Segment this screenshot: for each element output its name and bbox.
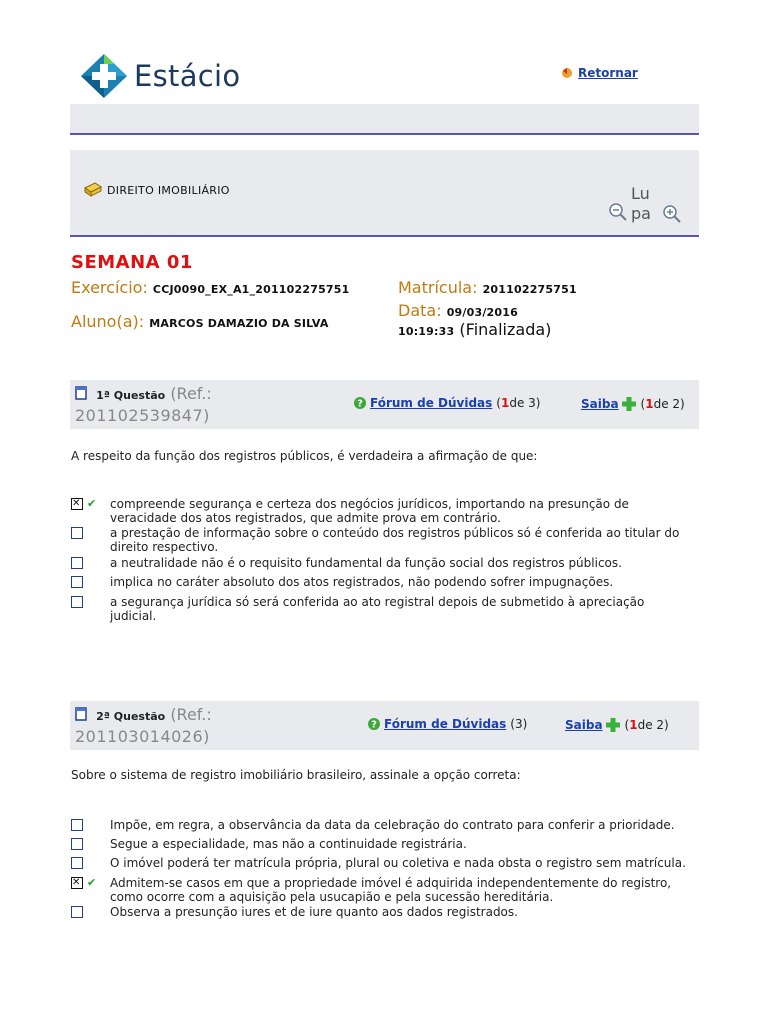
question-1-saiba-link[interactable]: Saiba — [581, 397, 619, 411]
checkbox-checked[interactable] — [71, 498, 83, 510]
question-1-option-5[interactable] — [71, 595, 691, 623]
checkbox[interactable] — [71, 527, 83, 539]
checkbox[interactable] — [71, 819, 83, 831]
svg-text:?: ? — [371, 719, 377, 731]
question-1-text: A respeito da função dos registros públicos, é verdadeira a afirmação de que: — [71, 449, 538, 463]
hora-value: 10:19:33 — [398, 325, 455, 338]
question-1-forum-link[interactable]: Fórum de Dúvidas — [370, 396, 493, 410]
question-1-forum-rest: de 3) — [509, 396, 541, 410]
data-label: Data: — [398, 301, 442, 320]
question-1-forum-open: ( — [496, 396, 501, 410]
checkbox[interactable] — [71, 906, 83, 918]
question-1-option-3[interactable] — [71, 556, 691, 570]
option-text: Observa a presunção iures et de iure quanto aos dados registrados. — [110, 905, 518, 919]
help-icon — [353, 396, 367, 410]
question-2-text: Sobre o sistema de registro imobiliário brasileiro, assinale a opção correta: — [71, 768, 521, 782]
option-text: a neutralidade não é o requisito fundamental da função social dos registros públicos. — [110, 556, 622, 570]
question-1-header — [70, 380, 699, 429]
question-1-forum[interactable] — [353, 396, 540, 410]
question-2-ref-value: 201103014026) — [75, 727, 210, 746]
question-1-title — [75, 384, 212, 426]
data-value: 09/03/2016 — [446, 306, 518, 319]
checkbox[interactable] — [71, 857, 83, 869]
hora-row — [398, 320, 551, 339]
question-1-option-2[interactable] — [71, 526, 691, 554]
exercicio-row — [71, 278, 349, 297]
checkbox[interactable] — [71, 576, 83, 588]
course-name: DIREITO IMOBILIÁRIO — [107, 183, 230, 197]
question-1-ref-value: 201102539847) — [75, 406, 210, 425]
exercicio-label: Exercício: — [71, 278, 148, 297]
question-1-saiba-rest: de 2) — [653, 397, 685, 411]
question-1-saiba-open: ( — [640, 397, 646, 411]
help-icon — [367, 717, 381, 731]
question-2-ref-label: (Ref.: — [170, 705, 212, 724]
question-2-saiba-open: ( — [624, 718, 630, 732]
estacio-logo — [79, 52, 240, 100]
aluno-row — [71, 312, 329, 331]
question-2-forum-count: (3) — [510, 717, 528, 731]
option-text: Segue a especialidade, mas não a continuidade registrária. — [110, 837, 467, 851]
question-2-header — [70, 701, 699, 750]
status-text: (Finalizada) — [459, 320, 552, 339]
question-2-saiba[interactable] — [565, 717, 669, 733]
lupa-label-2: pa — [631, 204, 651, 223]
lupa-zoom — [608, 184, 688, 228]
plus-icon[interactable] — [605, 717, 621, 733]
check-icon: ✔ — [87, 497, 97, 510]
checkbox-checked[interactable] — [71, 877, 83, 889]
course-title — [83, 182, 230, 198]
exercicio-value: CCJ0090_EX_A1_201102275751 — [152, 283, 350, 296]
question-2-option-4[interactable] — [71, 876, 691, 904]
question-1-option-4[interactable] — [71, 575, 691, 589]
check-icon: ✔ — [87, 876, 97, 889]
semana-title: SEMANA 01 — [71, 252, 193, 273]
matricula-row — [398, 278, 577, 297]
question-2-number: 2ª Questão — [96, 710, 166, 723]
document-icon — [75, 707, 87, 721]
question-1-saiba-count: 1 — [645, 397, 654, 411]
matricula-value: 201102275751 — [482, 283, 577, 296]
question-1-number: 1ª Questão — [96, 389, 166, 402]
document-icon — [75, 386, 87, 400]
option-text: Admitem-se casos em que a propriedade imóvel é adquirida independentemente do registro, como ocorre com a aquisição pela usucapião e pela sucessão hereditária. — [110, 876, 672, 904]
question-2-forum[interactable] — [367, 717, 527, 731]
question-2-option-5[interactable] — [71, 905, 691, 919]
checkbox[interactable] — [71, 838, 83, 850]
question-2-option-3[interactable] — [71, 856, 691, 870]
question-1-forum-count: 1 — [500, 396, 510, 410]
zoom-in-icon[interactable] — [662, 204, 682, 224]
retornar-link[interactable]: Retornar — [578, 66, 638, 80]
question-2-title — [75, 705, 212, 747]
checkbox[interactable] — [71, 596, 83, 608]
plus-icon[interactable] — [621, 396, 637, 412]
option-text: compreende segurança e certeza dos negócios jurídicos, importando na presunção de veracidade dos atos registrados, que admite prova em contrário. — [110, 497, 629, 525]
question-1-ref-label: (Ref.: — [170, 384, 212, 403]
question-2-option-1[interactable] — [71, 818, 691, 832]
estacio-logo-icon — [79, 52, 129, 100]
option-text: a segurança jurídica só será conferida ao ato registral depois de submetido à apreciação judicial. — [110, 595, 645, 623]
option-text: O imóvel poderá ter matrícula própria, plural ou coletiva e nada obsta o registro sem matrícula. — [110, 856, 686, 870]
top-bar — [70, 104, 699, 135]
book-icon — [83, 182, 103, 198]
aluno-label: Aluno(a): — [71, 312, 145, 331]
data-row — [398, 301, 518, 320]
question-1-option-1[interactable] — [71, 497, 691, 525]
brand-name: Estácio — [134, 59, 241, 93]
lupa-label-1: Lu — [631, 184, 650, 203]
aluno-value: MARCOS DAMAZIO DA SILVA — [149, 317, 329, 330]
retornar-link-wrap[interactable] — [560, 66, 638, 80]
question-2-saiba-link[interactable]: Saiba — [565, 718, 603, 732]
option-text: Impõe, em regra, a observância da data da celebração do contrato para conferir a prioridade. — [110, 818, 675, 832]
zoom-out-icon[interactable] — [608, 202, 628, 222]
matricula-label: Matrícula: — [398, 278, 478, 297]
question-2-saiba-rest: de 2) — [637, 718, 669, 732]
return-icon — [560, 66, 574, 80]
option-text: implica no caráter absoluto dos atos registrados, não podendo sofrer impugnações. — [110, 575, 614, 589]
question-1-saiba[interactable] — [581, 396, 685, 412]
option-text: a prestação de informação sobre o conteúdo dos registros públicos só é conferida ao titular do direito respectivo. — [110, 526, 680, 554]
question-2-forum-link[interactable]: Fórum de Dúvidas — [384, 717, 507, 731]
svg-text:?: ? — [357, 398, 363, 410]
question-2-option-2[interactable] — [71, 837, 691, 851]
checkbox[interactable] — [71, 557, 83, 569]
question-2-saiba-count: 1 — [629, 718, 638, 732]
